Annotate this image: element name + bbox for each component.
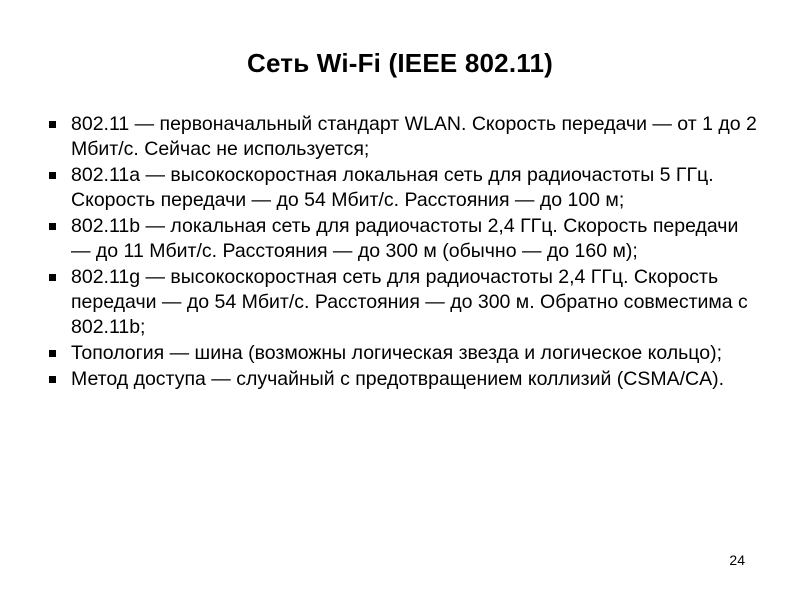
square-bullet-icon (49, 121, 56, 128)
square-bullet-icon (49, 350, 56, 357)
list-item-text: 802.11a — высокоскоростная локальная сеть для радиочастоты 5 ГГц. Скорость передачи — до 54 Мбит/с. Расстояния — до 100 м; (71, 164, 714, 211)
list-item (44, 214, 760, 264)
page-number: 24 (729, 552, 745, 568)
list-item-text: 802.11 — первоначальный стандарт WLAN. Скорость передачи — от 1 до 2 Мбит/с. Сейчас не используется; (71, 113, 757, 160)
bullet-list (44, 112, 760, 393)
list-item (44, 112, 760, 162)
list-item-text: Метод доступа — случайный с предотвращением коллизий (CSMA/CA). (71, 368, 725, 390)
square-bullet-icon (49, 274, 56, 281)
square-bullet-icon (49, 172, 56, 179)
list-item-text: Топология — шина (возможны логическая звезда и логическое кольцо); (71, 342, 723, 364)
list-item (44, 341, 760, 366)
square-bullet-icon (49, 376, 56, 383)
list-item-text: 802.11b — локальная сеть для радиочастоты 2,4 ГГц. Скорость передачи — до 11 Мбит/с. Расстояния — до 300 м (обычно — до 160 м); (71, 215, 739, 262)
list-item-text: 802.11g — высокоскоростная сеть для радиочастоты 2,4 ГГц. Скорость передачи — до 54 Мбит/с. Расстояния — до 300 м. Обратно совместима с 802.11b; (71, 266, 748, 338)
list-item (44, 367, 760, 392)
square-bullet-icon (49, 223, 56, 230)
list-item (44, 163, 760, 213)
list-item (44, 265, 760, 340)
page-title: Сеть Wi-Fi (IEEE 802.11) (246, 48, 554, 78)
